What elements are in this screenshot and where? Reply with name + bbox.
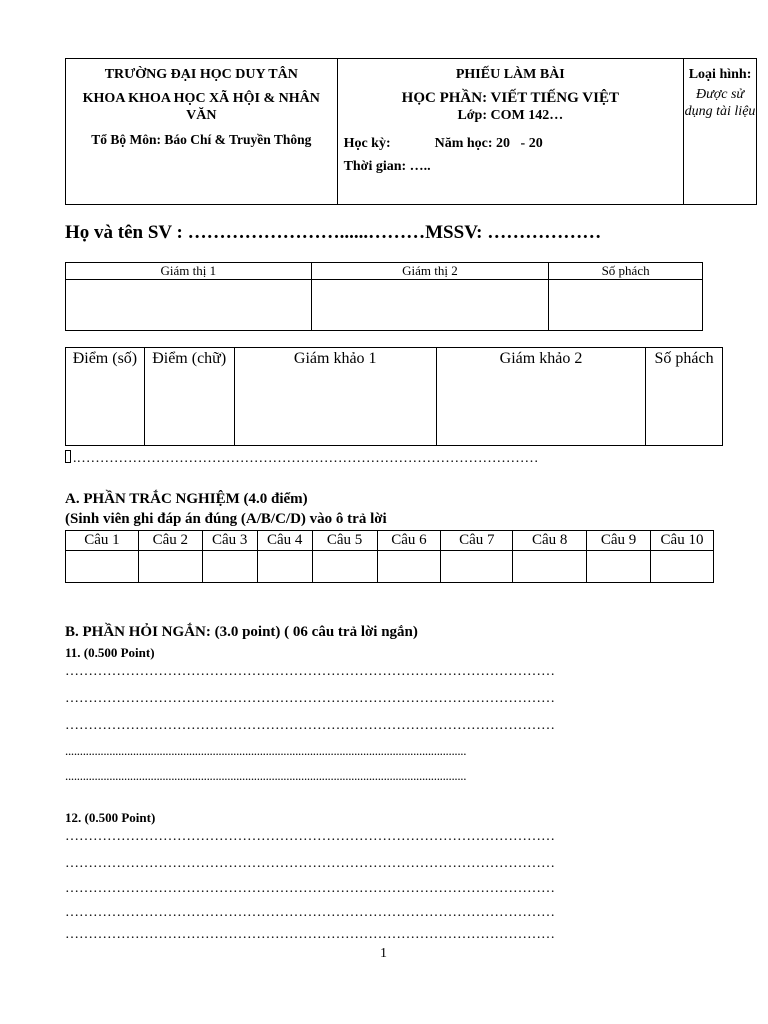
type-value: Được sử dụng tài liệu <box>684 87 756 119</box>
year-label: Năm học: 20 - 20 <box>434 136 543 151</box>
question-12-label: 12. (0.500 Point) <box>65 810 156 825</box>
faculty-name: KHOA KHOA HỌC XÃ HỘI & NHÂN VĂN <box>82 91 320 123</box>
score-code-header: Số phách <box>654 350 714 367</box>
answer-cell-8[interactable] <box>513 551 587 583</box>
section-b-title: B. PHẦN HỎI NGẮN: (3.0 point) ( 06 câu trả lời ngắn) <box>65 624 418 640</box>
answer-line[interactable]: …………………………………………………………………………………………… <box>65 905 555 920</box>
answer-cell-3[interactable] <box>202 551 257 583</box>
answer-header-5: Câu 5 <box>312 531 377 551</box>
answer-header-2: Câu 2 <box>138 531 202 551</box>
score-words-header: Điểm (chữ) <box>152 350 227 367</box>
cut-line <box>65 450 539 467</box>
question-11-label: 11. (0.500 Point) <box>65 645 155 660</box>
code-number-header: Số phách <box>549 263 703 280</box>
cut-line-dots: .……………………………………………………………………………………… <box>73 451 539 466</box>
answer-cell-9[interactable] <box>587 551 651 583</box>
score-words-cell[interactable] <box>144 348 234 446</box>
semester-label: Học kỳ: <box>343 136 391 151</box>
answer-cell-2[interactable] <box>138 551 202 583</box>
checkbox-glyph-icon <box>65 450 71 463</box>
supervisor-table <box>65 262 703 331</box>
sheet-title: PHIẾU LÀM BÀI <box>455 67 565 82</box>
examiner-1-cell[interactable] <box>234 348 436 446</box>
university-name: TRƯỜNG ĐẠI HỌC DUY TÂN <box>104 67 298 82</box>
semester-row <box>338 135 684 152</box>
page-number: 1 <box>380 946 387 961</box>
supervisor-1-header: Giám thị 1 <box>66 263 312 280</box>
supervisor-2-signature[interactable] <box>311 280 549 331</box>
section-a-title: A. PHẦN TRẮC NGHIỆM (4.0 điểm) <box>65 491 308 507</box>
class-name: Lớp: COM 142… <box>457 108 564 123</box>
course-name: HỌC PHẦN: VIẾT TIẾNG VIỆT <box>401 90 619 106</box>
answer-header-9: Câu 9 <box>587 531 651 551</box>
answer-line[interactable]: …………………………………………………………………………………………… <box>65 664 555 679</box>
answer-line[interactable]: …………………………………………………………………………………………… <box>65 691 555 706</box>
answer-cell-5[interactable] <box>312 551 377 583</box>
score-number-cell[interactable] <box>66 348 145 446</box>
examiner-2-cell[interactable] <box>436 348 645 446</box>
score-code-cell[interactable] <box>646 348 723 446</box>
header-table <box>65 58 757 205</box>
time-label: Thời gian: ….. <box>343 159 431 174</box>
section-a-note: (Sinh viên ghi đáp án đúng (A/B/C/D) vào ô trả lời <box>65 511 387 527</box>
supervisor-1-signature[interactable] <box>66 280 312 331</box>
answer-header-7: Câu 7 <box>441 531 513 551</box>
header-sheet-cell <box>337 59 684 205</box>
answer-cell-7[interactable] <box>441 551 513 583</box>
code-number-cell[interactable] <box>549 280 703 331</box>
type-label: Loại hình: <box>688 67 752 82</box>
answer-line[interactable]: ........................................................................................................................................ <box>65 768 467 783</box>
answer-line[interactable]: …………………………………………………………………………………………… <box>65 881 555 896</box>
answer-line[interactable]: ........................................................................................................................................ <box>65 743 467 758</box>
answer-line[interactable]: …………………………………………………………………………………………… <box>65 927 555 942</box>
examiner-1-header: Giám khảo 1 <box>293 350 377 367</box>
score-number-header: Điểm (số) <box>72 350 138 367</box>
answer-table <box>65 530 714 583</box>
answer-line[interactable]: …………………………………………………………………………………………… <box>65 718 555 733</box>
supervisor-2-header: Giám thị 2 <box>311 263 549 280</box>
examiner-2-header: Giám khảo 2 <box>499 350 583 367</box>
department-name: Tổ Bộ Môn: Báo Chí & Truyền Thông <box>91 132 312 147</box>
answer-header-3: Câu 3 <box>202 531 257 551</box>
answer-cell-10[interactable] <box>651 551 714 583</box>
answer-header-8: Câu 8 <box>513 531 587 551</box>
answer-cell-1[interactable] <box>66 551 139 583</box>
answer-header-1: Câu 1 <box>66 531 139 551</box>
answer-cell-4[interactable] <box>257 551 312 583</box>
header-school-cell <box>66 59 338 205</box>
answer-header-4: Câu 4 <box>257 531 312 551</box>
answer-header-6: Câu 6 <box>377 531 441 551</box>
answer-line[interactable]: …………………………………………………………………………………………… <box>65 856 555 871</box>
answer-line[interactable]: …………………………………………………………………………………………… <box>65 829 555 844</box>
answer-header-10: Câu 10 <box>651 531 714 551</box>
header-type-cell <box>684 59 757 205</box>
student-info-line[interactable]: Họ và tên SV : ……………………......………MSSV: ……………… <box>65 222 602 243</box>
score-table <box>65 347 723 446</box>
answer-cell-6[interactable] <box>377 551 441 583</box>
